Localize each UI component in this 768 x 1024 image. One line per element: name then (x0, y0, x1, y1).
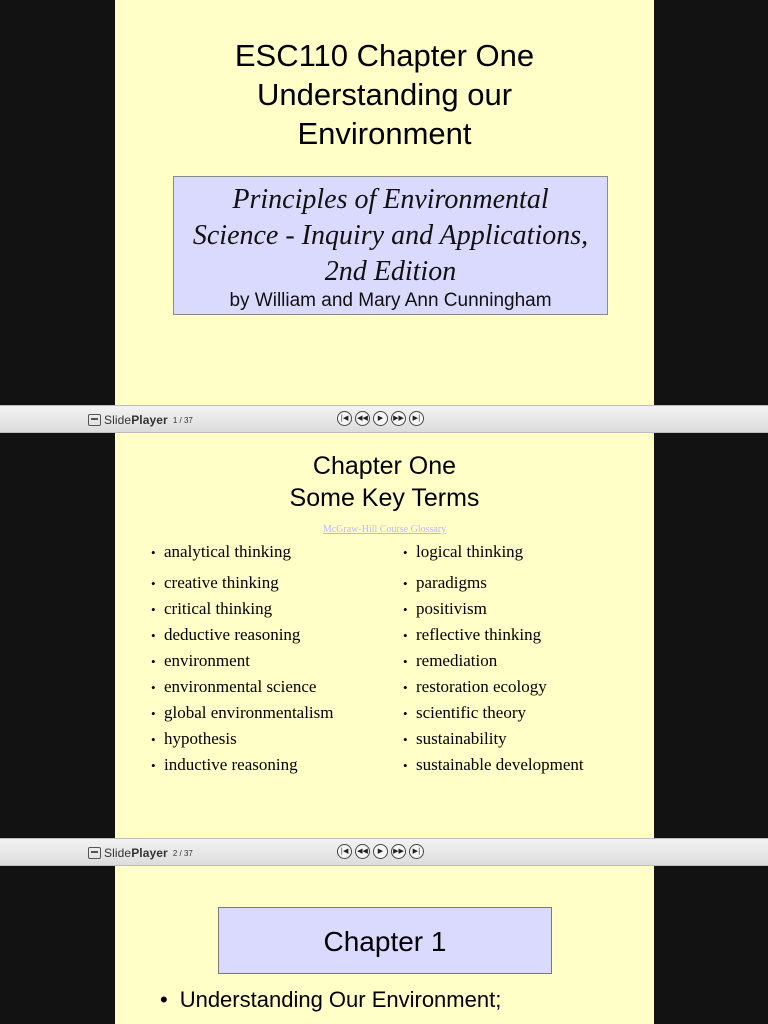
slide-title-line: Understanding our (256, 77, 513, 112)
slide-title (115, 450, 654, 514)
term: remediation (416, 651, 498, 670)
term: environmental science (164, 677, 317, 696)
slide-title-line: Some Key Terms (289, 484, 480, 512)
bullet: • (403, 628, 408, 643)
bullet: • (403, 602, 408, 617)
previous-slide-icon[interactable]: ◀◀ (355, 844, 370, 859)
slideplayer-logo[interactable] (88, 845, 193, 861)
bullet: • (403, 758, 408, 773)
book-title-line: Principles of Environmental (232, 184, 549, 215)
first-slide-icon[interactable]: |◀ (337, 844, 352, 859)
next-slide-icon[interactable]: ▶▶ (391, 411, 406, 426)
bullet: • (151, 706, 156, 721)
first-slide-icon[interactable]: |◀ (337, 411, 352, 426)
list-item (151, 674, 334, 700)
page-counter: 2 / 37 (172, 848, 193, 858)
term: hypothesis (164, 729, 237, 748)
book-title-line: Science - Inquiry and Applications, (192, 220, 589, 251)
list-item (160, 987, 501, 1013)
chapter-title-box: Chapter 1 (218, 907, 552, 974)
playback-controls (337, 844, 424, 859)
list-item (151, 700, 334, 726)
slide-title-line: Chapter One (312, 452, 457, 480)
slideplayer-logo[interactable] (88, 412, 193, 428)
list-item (151, 752, 334, 778)
term: sustainability (416, 729, 507, 748)
brand-suffix: Player (131, 846, 168, 860)
bullet: • (403, 706, 408, 721)
bullet: • (151, 628, 156, 643)
bullet: • (403, 576, 408, 591)
bullet: • (403, 654, 408, 669)
list-item (151, 622, 334, 648)
term: restoration ecology (416, 677, 547, 696)
slide-2 (115, 433, 654, 838)
slideplayer-toolbar (0, 405, 768, 433)
slide-1 (115, 0, 654, 405)
play-icon[interactable]: ▶ (373, 411, 388, 426)
list-item (403, 540, 584, 570)
book-title (174, 182, 607, 290)
page-counter: 1 / 37 (172, 415, 193, 425)
book-author: by William and Mary Ann Cunningham (229, 290, 552, 311)
list-item (403, 752, 584, 778)
bullet-text: Understanding Our Environment; (179, 987, 502, 1012)
term: critical thinking (164, 599, 273, 618)
glossary-link[interactable]: McGraw-Hill Course Glossary (322, 524, 447, 535)
book-title-line: 2nd Edition (324, 256, 457, 287)
bullet: • (151, 602, 156, 617)
term: deductive reasoning (164, 625, 301, 644)
bullet: • (151, 654, 156, 669)
term: scientific theory (416, 703, 526, 722)
brand-suffix: Player (131, 413, 168, 427)
slide-3 (115, 866, 654, 1024)
slide-title (115, 36, 654, 153)
last-slide-icon[interactable]: ▶| (409, 411, 424, 426)
list-item (151, 648, 334, 674)
bullet: • (151, 732, 156, 747)
term: logical thinking (416, 542, 524, 561)
bullet: • (151, 545, 156, 560)
bullet: • (151, 680, 156, 695)
list-item (151, 540, 334, 570)
term: creative thinking (164, 573, 279, 592)
list-item (151, 596, 334, 622)
next-slide-icon[interactable]: ▶▶ (391, 844, 406, 859)
bullet: • (403, 732, 408, 747)
bullet: • (160, 987, 168, 1012)
brand-name (104, 846, 168, 860)
previous-slide-icon[interactable]: ◀◀ (355, 411, 370, 426)
term: global environmentalism (164, 703, 334, 722)
list-item (403, 674, 584, 700)
list-item (403, 648, 584, 674)
slide-title-line: Environment (297, 116, 472, 151)
term: analytical thinking (164, 542, 291, 561)
book-info-box (173, 176, 608, 315)
list-item (151, 726, 334, 752)
term: reflective thinking (416, 625, 542, 644)
slideplayer-toolbar (0, 838, 768, 866)
bullet: • (151, 576, 156, 591)
list-item (403, 596, 584, 622)
term: inductive reasoning (164, 755, 298, 774)
term: environment (164, 651, 250, 670)
brand-name (104, 413, 168, 427)
brand-prefix: Slide (104, 413, 132, 427)
slideplayer-logo-icon (88, 414, 101, 426)
bullet: • (403, 680, 408, 695)
slide-title-line: ESC110 Chapter One (234, 38, 535, 73)
list-item (403, 700, 584, 726)
term: positivism (416, 599, 487, 618)
brand-prefix: Slide (104, 846, 132, 860)
terms-list-left (151, 540, 334, 778)
list-item (403, 622, 584, 648)
list-item (403, 570, 584, 596)
list-item (403, 726, 584, 752)
bullet: • (151, 758, 156, 773)
term: paradigms (416, 573, 487, 592)
bullet: • (403, 545, 408, 560)
last-slide-icon[interactable]: ▶| (409, 844, 424, 859)
terms-list-right (403, 540, 584, 778)
play-icon[interactable]: ▶ (373, 844, 388, 859)
list-item (151, 570, 334, 596)
slideplayer-logo-icon (88, 847, 101, 859)
term: sustainable development (416, 755, 584, 774)
playback-controls (337, 411, 424, 426)
